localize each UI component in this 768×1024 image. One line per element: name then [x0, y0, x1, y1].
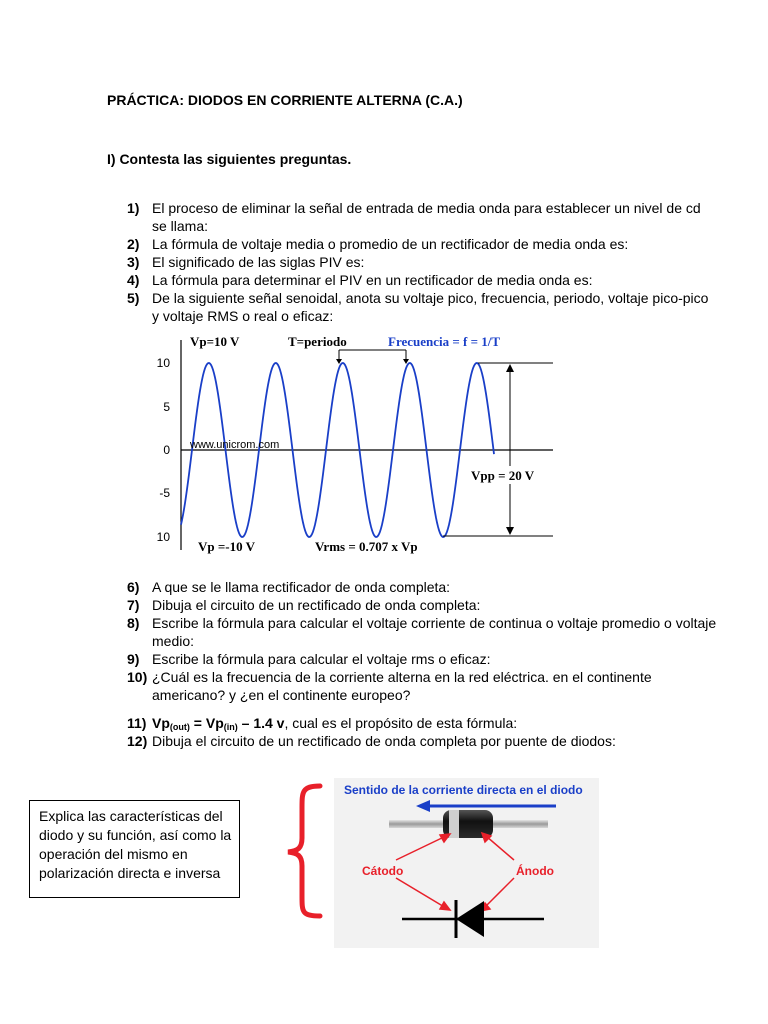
question-text: La fórmula de voltaje media o promedio de un rectificador de media onda es:	[152, 236, 629, 252]
question-text: Escribe la fórmula para calcular el voltaje corriente de continua o voltaje promedio o voltaje medio:	[152, 615, 717, 649]
question-item	[127, 668, 717, 704]
formula-equals: =	[189, 715, 206, 731]
question-text: La fórmula para determinar el PIV en un rectificador de media onda es:	[152, 272, 593, 288]
brace-shape	[288, 786, 320, 916]
question-text	[152, 714, 717, 732]
diode-figure	[334, 778, 599, 948]
formula-vp-out: Vp	[152, 715, 170, 731]
question-number: 6)	[127, 579, 140, 595]
anode-label: Ánodo	[516, 864, 554, 878]
question-text: Dibuja el circuito de un rectificado de onda completa por puente de diodos:	[152, 733, 616, 749]
question-text: De la siguiente señal senoidal, anota su voltaje pico, frecuencia, periodo, voltaje pico-pico y voltaje RMS o real o eficaz:	[152, 290, 709, 324]
question-number: 10)	[127, 669, 148, 685]
y-tick-labels	[157, 356, 171, 544]
question-number: 4)	[127, 272, 140, 288]
section-heading: I) Contesta las siguientes preguntas.	[107, 151, 352, 167]
question-item-12	[127, 732, 717, 750]
vpp-label: Vpp = 20 V	[471, 468, 535, 483]
vpp-arrow-up	[506, 364, 514, 372]
question-number: 1)	[127, 200, 140, 216]
cathode-label: Cátodo	[362, 864, 404, 878]
question-item	[127, 253, 717, 271]
watermark-text: www.unicrom.com	[190, 439, 280, 451]
question-list-2	[127, 578, 717, 704]
question-number: 9)	[127, 651, 140, 667]
question-text: ¿Cuál es la frecuencia de la corriente alterna en la red eléctrica. en el continente americano? y ¿en el continente europeo?	[152, 669, 652, 703]
formula-rhs: – 1.4 v	[237, 715, 285, 731]
diode-lead-left	[389, 820, 443, 828]
question-item	[127, 271, 717, 289]
diode-lead-right	[492, 820, 548, 828]
question-text: A que se le llama rectificador de onda completa:	[152, 579, 451, 595]
question-item	[127, 235, 717, 253]
sine-wave-figure	[148, 330, 568, 555]
question-number: 7)	[127, 597, 140, 613]
question-list-3	[127, 714, 717, 750]
question-text: El significado de las siglas PIV es:	[152, 254, 365, 270]
question-11-rest: , cual es el propósito de esta fórmula:	[284, 715, 518, 731]
question-number: 3)	[127, 254, 140, 270]
question-item-11	[127, 714, 717, 732]
formula-sub-out: (out)	[169, 722, 190, 732]
question-item	[127, 650, 717, 668]
question-number: 11)	[127, 715, 147, 731]
question-number: 12)	[127, 733, 148, 749]
question-list-1	[127, 199, 717, 325]
question-item	[127, 199, 717, 235]
page-title: PRÁCTICA: DIODOS EN CORRIENTE ALTERNA (C.A.)	[107, 92, 463, 108]
frequency-label: Frecuencia = f = 1/T	[388, 334, 501, 349]
diode-figure-title: Sentido de la corriente directa en el diodo	[344, 783, 583, 797]
diode-explanation-box: Explica las características del diodo y su función, así como la operación del mismo en polarización directa e inversa	[29, 800, 240, 898]
question-text: El proceso de eliminar la señal de entrada de media onda para establecer un nivel de cd se llama:	[152, 200, 701, 234]
question-item	[127, 289, 717, 325]
y-tick-label: 0	[163, 443, 170, 457]
vrms-label: Vrms = 0.707 x Vp	[315, 539, 418, 554]
question-item	[127, 614, 717, 650]
question-item	[127, 578, 717, 596]
period-label: T=periodo	[288, 334, 347, 349]
question-number: 8)	[127, 615, 140, 631]
question-text: Escribe la fórmula para calcular el voltaje rms o eficaz:	[152, 651, 491, 667]
y-tick-label: 10	[156, 356, 170, 370]
red-brace	[268, 778, 328, 923]
y-tick-label: -5	[159, 486, 170, 500]
vneg-label: Vp =-10 V	[198, 539, 256, 554]
formula-sub-in: (in)	[223, 722, 238, 732]
formula-vp-in: Vp	[205, 715, 224, 731]
y-tick-label: 10	[156, 530, 170, 544]
question-number: 2)	[127, 236, 140, 252]
vp-label: Vp=10 V	[190, 334, 240, 349]
vpp-arrow-down	[506, 527, 514, 535]
question-text: Dibuja el circuito de un rectificado de onda completa:	[152, 597, 481, 613]
y-tick-label: 5	[163, 400, 170, 414]
question-number: 5)	[127, 290, 140, 306]
question-item	[127, 596, 717, 614]
